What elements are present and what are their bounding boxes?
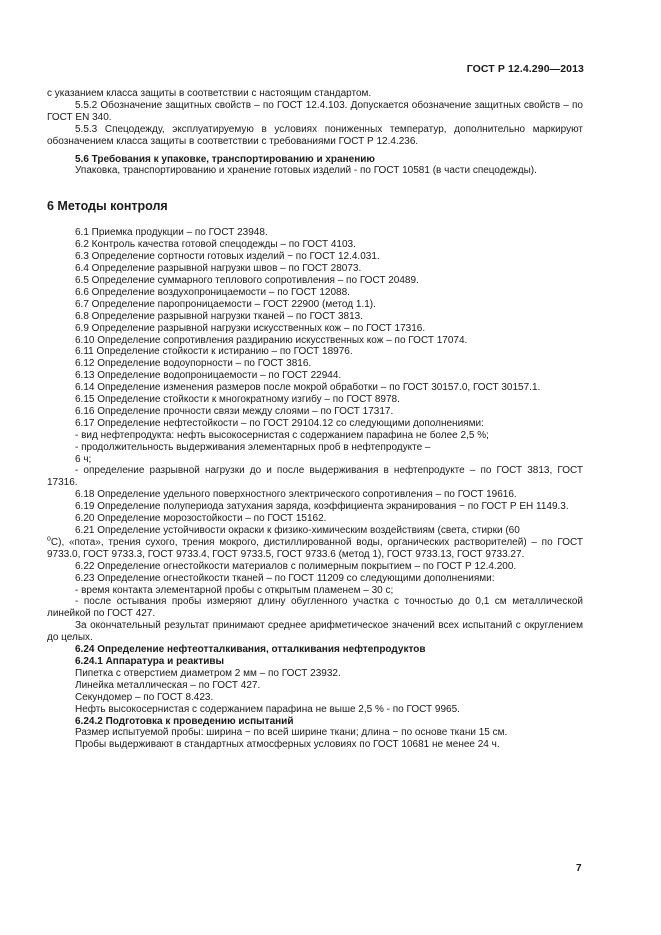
list-item: 6.18 Определение удельного поверхностного электрического сопротивления – по ГОСТ 19616.	[75, 489, 517, 501]
paragraph-5-6: Упаковка, транспортированию и хранение готовых изделий - по ГОСТ 10581 (в части спецодежды).	[75, 165, 537, 177]
list-item: 6.9 Определение разрывной нагрузки искусственных кож – по ГОСТ 17316.	[75, 322, 426, 334]
list-item: Пробы выдерживают в стандартных атмосферных условиях по ГОСТ 10681 не менее 24 ч.	[75, 739, 500, 751]
list-item: Нефть высокосернистая с содержанием парафина не выше 2,5 % - по ГОСТ 9965.	[75, 703, 460, 715]
section-6-24-2-title: 6.24.2 Подготовка к проведению испытаний	[75, 715, 294, 727]
list-item: 6.1 Приемка продукции – по ГОСТ 23948.	[75, 227, 268, 239]
list-item: 6.5 Определение суммарного теплового сопротивления – по ГОСТ 20489.	[75, 274, 419, 286]
list-item: 6.8 Определение разрывной нагрузки тканей – по ГОСТ 3813.	[75, 310, 364, 322]
list-item: 6.2 Контроль качества готовой спецодежды – по ГОСТ 4103.	[75, 239, 356, 251]
list-item: 6.13 Определение водопроницаемости – по ГОСТ 22944.	[75, 370, 342, 382]
paragraph-6-21: 6.21 Определение устойчивости окраски к физико-химическим воздействиям (света, стирки (60 $^о$С), «пота», трения сухого, трения мокрого, дистиллированной воды, органических растворителей) – по ГОСТ 9733.0, ГОСТ 9733.3, ГОСТ 9733.4, ГОСТ 9733.5, ГОСТ 9733.6 (метод 1), ГОСТ 9733.13, ГОСТ 9733.27.	[47, 525, 583, 560]
list-item: 6.7 Определение паропроницаемости – ГОСТ 22900 (метод 1.1).	[75, 298, 376, 310]
document-body	[47, 88, 583, 751]
apparatus-list	[47, 668, 583, 716]
list-item: За окончательный результат принимают среднее арифметическое значений всех испытаний с округлением до целых.	[47, 620, 583, 644]
paragraph: с указанием класса защиты в соответствии с настоящим стандартом.	[47, 88, 372, 99]
list-item: 6.22 Определение огнестойкости материалов с полимерным покрытием – по ГОСТ Р 12.4.200.	[75, 560, 517, 572]
list-item: Линейка металлическая – по ГОСТ 427.	[75, 679, 261, 691]
section-6-24-1-title: 6.24.1 Аппаратура и реактивы	[75, 655, 225, 667]
paragraph-5-5-3: 5.5.3 Спецодежду, эксплуатируемую в условиях пониженных температур, дополнительно маркируют обозначением класса защиты в соответствии с требованиями ГОСТ Р 12.4.236.	[47, 123, 583, 147]
list-item: 6.14 Определение изменения размеров после мокрой обработки – по ГОСТ 30157.0, ГОСТ 30157.1.	[75, 382, 541, 394]
list-item: Секундомер – по ГОСТ 8.423.	[75, 691, 214, 703]
list-item: 6.23 Определение огнестойкости тканей – по ГОСТ 11209 со следующими дополнениями:	[75, 572, 495, 584]
section-6-24-title: 6.24 Определение нефтеотталкивания, отталкивания нефтепродуктов	[75, 644, 426, 656]
list-item: 6.10 Определение сопротивления раздиранию искусственных кож – по ГОСТ 17074.	[75, 334, 468, 346]
list-item: - продолжительность выдерживания элементарных проб в нефтепродукте –	[75, 441, 431, 453]
list-item: 6 ч;	[75, 453, 92, 465]
section-6-items	[47, 227, 583, 525]
list-item: 6.20 Определение морозостойкости – по ГОСТ 15162.	[75, 513, 327, 525]
list-item: Размер испытуемой пробы: ширина − по всей ширине ткани; длина − по основе ткани 15 см.	[75, 727, 508, 739]
list-item: 6.15 Определение стойкости к многократному изгибу – по ГОСТ 8978.	[75, 394, 400, 406]
preparation-list	[47, 727, 583, 751]
list-item: Пипетка с отверстием диаметром 2 мм – по ГОСТ 23932.	[75, 667, 341, 679]
list-item: 6.17 Определение нефтестойкости – по ГОСТ 29104.12 со следующими дополнениями:	[75, 417, 484, 429]
page-number: 7	[576, 863, 582, 874]
section-6-items-cont	[47, 561, 583, 644]
list-item: - определение разрывной нагрузки до и после выдерживания в нефтепродукте – по ГОСТ 3813, ГОСТ 17316.	[47, 465, 583, 489]
document-header-code: ГОСТ Р 12.4.290—2013	[466, 63, 584, 75]
list-item: 6.12 Определение водоупорности – по ГОСТ 3816.	[75, 358, 312, 370]
list-item: 6.3 Определение сортности готовых изделий − по ГОСТ 12.4.031.	[75, 251, 380, 263]
list-item: 6.4 Определение разрывной нагрузки швов – по ГОСТ 28073.	[75, 263, 362, 275]
paragraph-5-5-2: 5.5.2 Обозначение защитных свойств – по ГОСТ 12.4.103. Допускается обозначение защитных свойств – по ГОСТ EN 340.	[47, 99, 583, 123]
list-item: 6.19 Определение полупериода затухания заряда, коэффициента экранирования − по ГОСТ Р ЕН 1149.3.	[75, 501, 569, 513]
list-item: - после остывания пробы измеряют длину обугленного участка с точностью до 0,1 см металлической линейкой по ГОСТ 427.	[47, 596, 583, 620]
list-item: - время контакта элементарной пробы с открытым пламенем – 30 с;	[75, 584, 394, 596]
list-item: - вид нефтепродукта: нефть высокосернистая с содержанием парафина не более 2,5 %;	[75, 429, 489, 441]
list-item: 6.11 Определение стойкости к истиранию – по ГОСТ 18976.	[75, 346, 353, 358]
section-5-6-title: 5.6 Требования к упаковке, транспортированию и хранению	[75, 153, 375, 165]
list-item: 6.16 Определение прочности связи между слоями – по ГОСТ 17317.	[75, 405, 394, 417]
section-6-title: 6 Методы контроля	[47, 199, 168, 214]
list-item: 6.6 Определение воздухопроницаемости – по ГОСТ 12088.	[75, 286, 350, 298]
